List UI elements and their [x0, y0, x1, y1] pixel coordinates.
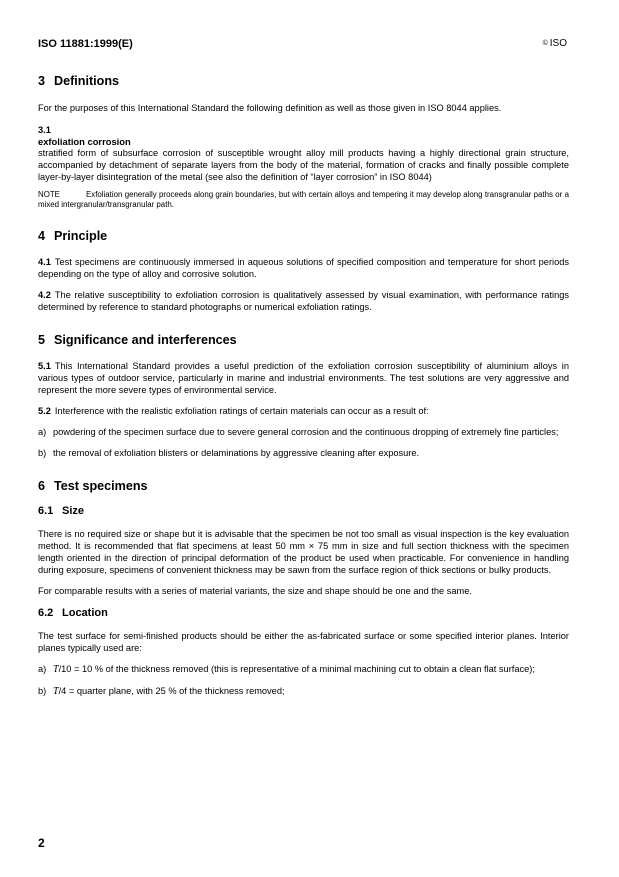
standard-designation: ISO 11881:1999(E): [38, 38, 133, 50]
list-item: a) T/10 = 10 % of the thickness removed (this is representative of a minimal machining cut to obtain a clean flat surface);: [38, 664, 535, 675]
clause-4-1: 4.1 Test specimens are continuously immersed in aqueous solutions of specified composition and temperature for short periods depending on the type of alloy and corrosive solution.: [38, 257, 569, 279]
list-item: b) T/4 = quarter plane, with 25 % of the thickness removed;: [38, 686, 285, 697]
term-definition: stratified form of subsurface corrosion of susceptible wrought alloy mill products having a highly directional grain structure, accompanied by detachment of separate layers from the body of the material, formation of cracks and finally possible complete layer-by-layer disintegration of the metal (see also the definition of “layer corrosion” in ISO 8044): [38, 148, 569, 182]
location-paragraph: The test surface for semi-finished products should be either the as-fabricated surface or some specified interior planes. Interior planes typically used are:: [38, 631, 569, 653]
copyright-owner: ISO: [549, 38, 567, 49]
section-5-heading: 5 Significance and interferences: [38, 333, 237, 347]
term-number: 3.1: [38, 125, 51, 135]
definition-note: NOTE Exfoliation generally proceeds along grain boundaries, but with certain alloys and tempering it may develop along transgranular paths or a mixed intergranular/transgranular path.: [38, 190, 569, 209]
list-item: a) powdering of the specimen surface due to severe general corrosion and the continuous dropping of extremely fine particles;: [38, 427, 559, 437]
running-header: [38, 38, 567, 52]
copyright-symbol: ©: [542, 40, 548, 47]
clause-5-2: 5.2 Interference with the realistic exfoliation ratings of certain materials can occur as a result of:: [38, 406, 429, 416]
section-4-heading: 4 Principle: [38, 229, 108, 243]
section-3-heading: 3 Definitions: [38, 74, 120, 88]
definitions-intro: For the purposes of this International Standard the following definition as well as those given in ISO 8044 applies.: [38, 103, 502, 113]
page-body: [38, 74, 569, 698]
clause-5-1: 5.1 This International Standard provides a useful prediction of the exfoliation corrosion susceptibility of aluminium alloys in various types of outdoor service, particularly in marine and industrial environments. The test solutions are very aggressive and represent the more severe types of environmental service.: [38, 361, 569, 395]
list-item: b) the removal of exfoliation blisters or delaminations by aggressive cleaning after exposure.: [38, 448, 420, 458]
copyright-notice: [543, 38, 567, 49]
page-number: 2: [38, 836, 45, 850]
comparable-results-paragraph: For comparable results with a series of material variants, the size and shape should be one and the same.: [38, 586, 472, 596]
term-name: exfoliation corrosion: [38, 136, 131, 147]
section-6-heading: 6 Test specimens: [38, 479, 148, 493]
subsection-6-2-heading: 6.2 Location: [38, 607, 108, 619]
subsection-6-1-heading: 6.1 Size: [38, 505, 85, 517]
clause-4-2: 4.2 The relative susceptibility to exfoliation corrosion is qualitatively assessed by visual examination, with performance ratings determined by reference to standard photographs or numerical exfoliation ratings.: [38, 290, 569, 312]
size-paragraph: There is no required size or shape but it is advisable that the specimen be not too small as visual inspection is the key evaluation method. It is recommended that flat specimens at least 50 mm × 75 mm in size and full section thickness with the specimen length oriented in the direction of principal deformation of the product be used when practicable. For convenience in handling during exposure, specimens of convenient thickness may be sawn from the surface region of thick sections or bulky products.: [38, 529, 569, 575]
